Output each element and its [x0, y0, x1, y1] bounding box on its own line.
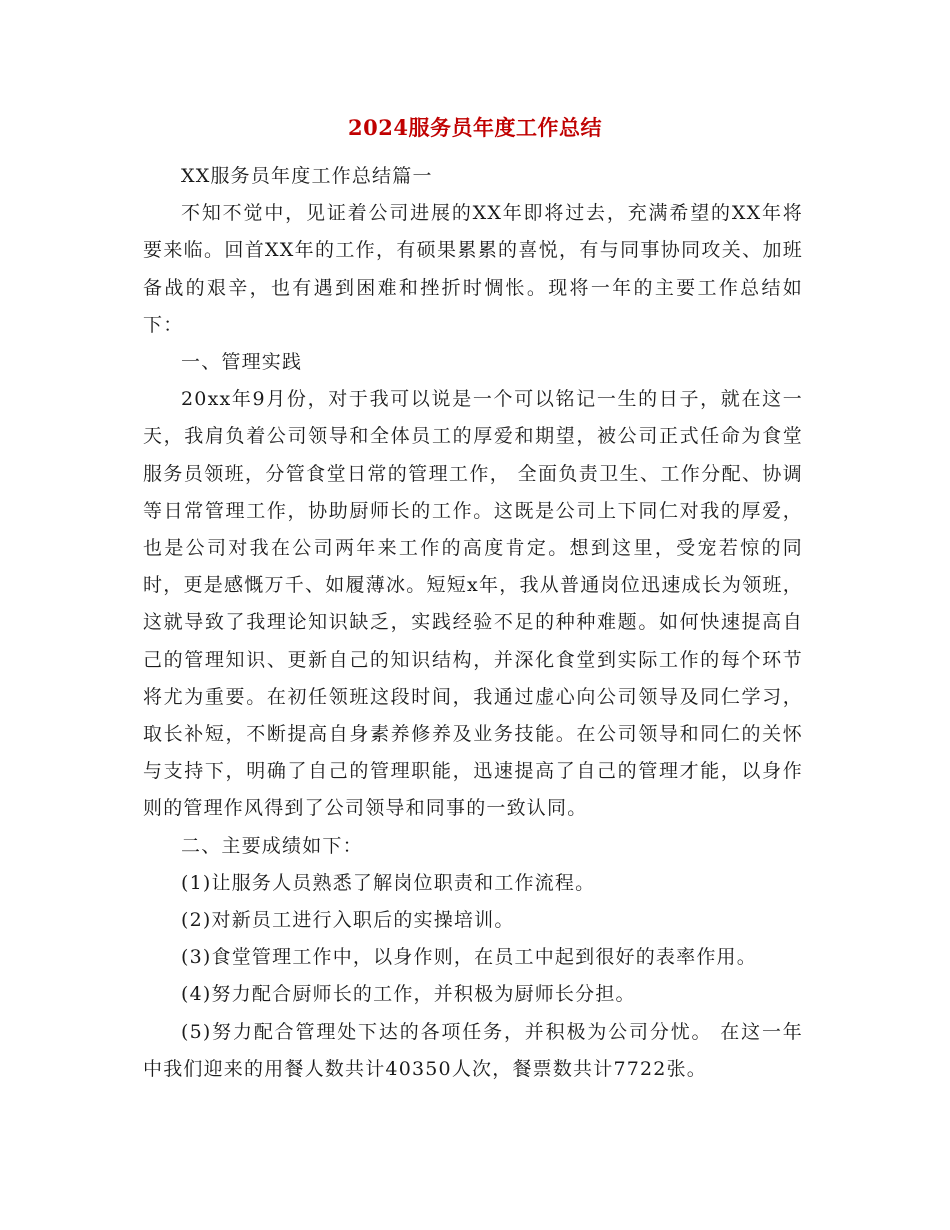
achievement-item: (4)努力配合厨师长的工作，并积极为厨师长分担。	[181, 983, 636, 1006]
achievement-item: (1)让服务人员熟悉了解岗位职责和工作流程。	[181, 871, 596, 894]
section-heading-article: XX服务员年度工作总结篇一	[181, 165, 433, 187]
document-title: 2024服务员年度工作总结	[348, 115, 602, 140]
section-heading-management: 一、管理实践	[181, 351, 303, 374]
document-body	[143, 158, 803, 1088]
intro-paragraph: 不知不觉中，见证着公司进展的XX年即将过去，充满希望的XX年将要来临。回首XX年的工作，有硕果累累的喜悦，有与同事协同攻关、加班备战的艰辛，也有遇到困难和挫折时惆怅。现将一年的主要工作总结如下：	[143, 202, 803, 336]
management-paragraph: 20xx年9月份，对于我可以说是一个可以铭记一生的日子，就在这一天，我肩负着公司领导和全体员工的厚爱和期望，被公司正式任命为食堂服务员领班，分管食堂日常的管理工作， 全面负责卫生、工作分配、协调等日常管理工作，协助厨师长的工作。这既是公司上下同仁对我的厚爱，也是公司对我在公司两年来工作的高度肯定。想到这里，受宠若惊的同时，更是感慨万千、如履薄冰。短短x年，我从普通岗位迅速成长为领班，这就导致了我理论知识缺乏，实践经验不足的种种难题。如何快速提高自己的管理知识、更新自己的知识结构，并深化食堂到实际工作的每个环节将尤为重要。在初任领班这段时间，我通过虚心向公司领导及同仁学习，取长补短，不断提高自身素养修养及业务技能。在公司领导和同仁的关怀与支持下，明确了自己的管理职能，迅速提高了自己的管理才能，以身作则的管理作风得到了公司领导和同事的一致认同。	[143, 388, 803, 820]
achievement-item: (5)努力配合管理处下达的各项任务，并积极为公司分忧。 在这一年中我们迎来的用餐人数共计40350人次，餐票数共计7722张。	[143, 1020, 803, 1080]
achievement-item: (2)对新员工进行入职后的实操培训。	[181, 909, 515, 932]
section-heading-achievements: 二、主要成绩如下：	[181, 834, 363, 857]
achievement-item: (3)食堂管理工作中，以身作则，在员工中起到很好的表率作用。	[181, 946, 757, 969]
